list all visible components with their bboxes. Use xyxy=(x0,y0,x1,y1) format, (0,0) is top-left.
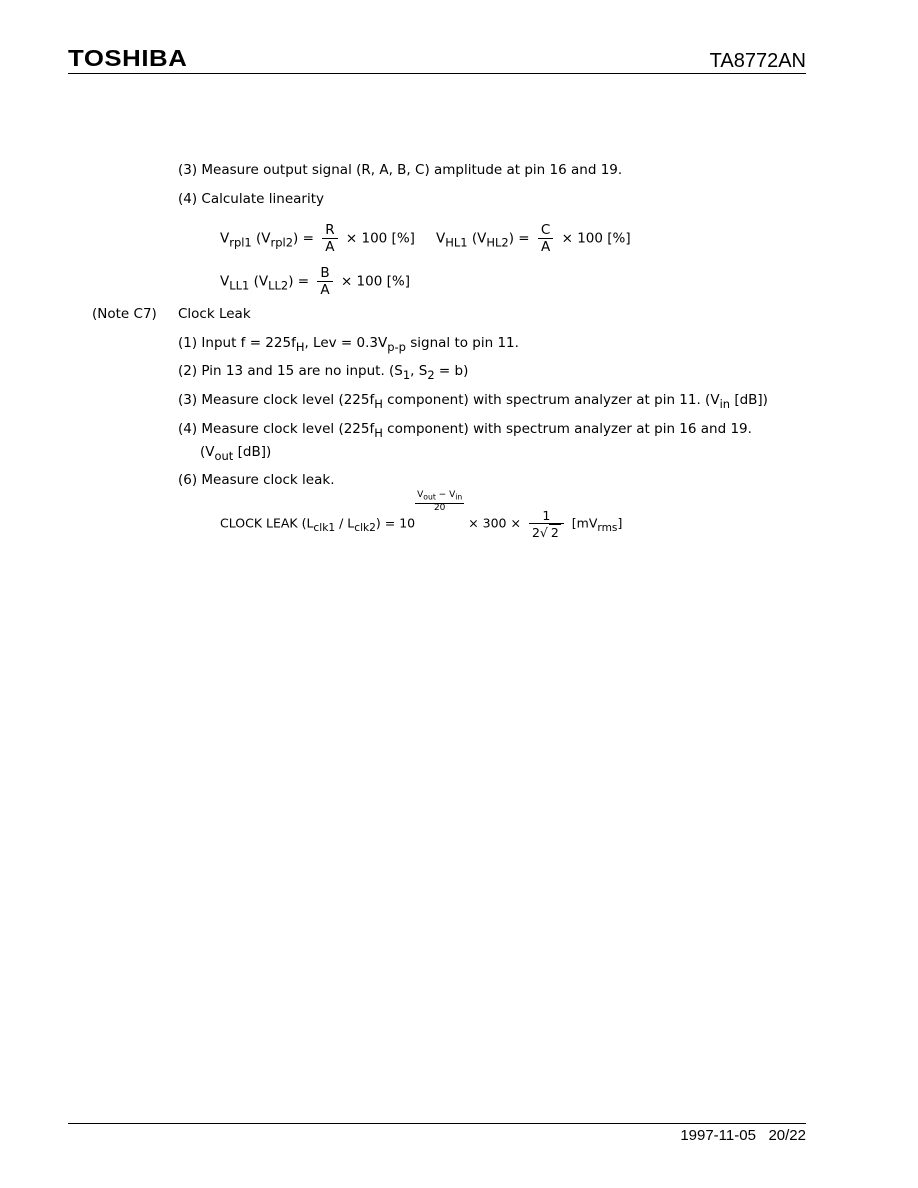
footer xyxy=(680,1127,806,1144)
c7-step-6: (6) Measure clock leak. xyxy=(178,472,335,488)
exponent-fraction: Vout − Vin 20 xyxy=(417,490,463,513)
header-rule xyxy=(68,73,806,74)
fraction: $\frac{C}{A}$ xyxy=(538,222,553,255)
note-c7-title: Clock Leak xyxy=(178,306,251,322)
part-number: TA8772AN xyxy=(709,50,806,72)
step-3-measure-output: (3) Measure output signal (R, A, B, C) amplitude at pin 16 and 19. xyxy=(178,162,623,178)
note-c7-label: (Note C7) xyxy=(92,306,157,322)
formula-vrpl: $V_{rpl1}$ $(V_{rpl2})$ = $\frac{R}{A}$ × 100 [%] xyxy=(220,222,415,256)
step-4-calculate-linearity: (4) Calculate linearity xyxy=(178,191,324,207)
toshiba-logo: TOSHIBA xyxy=(68,45,188,71)
footer-page-number: 20/22 xyxy=(768,1127,806,1144)
fraction: $\frac{R}{A}$ xyxy=(322,222,337,255)
c7-step-4: (4) Measure clock level ($225f_H$ component) with spectrum analyzer at pin 16 and 19. xyxy=(178,421,752,441)
footer-rule xyxy=(68,1123,806,1124)
c7-step-2: (2) Pin 13 and 15 are no input. ($S_1$, $S_2 = b$) xyxy=(178,363,469,383)
formula-vll: $V_{LL1}$ $(V_{LL2})$ = $\frac{B}{A}$ × 100 [%] xyxy=(220,265,410,299)
fraction: $\frac{B}{A}$ xyxy=(317,265,332,298)
formula-vhl: $V_{HL1}$ $(V_{HL2})$ = $\frac{C}{A}$ × 100 [%] xyxy=(436,222,631,256)
c7-step-4-vout: ($V_{out}$ [dB]) xyxy=(200,444,272,464)
clock-leak-formula: CLOCK LEAK $(L_{clk1} / L_{clk2}) = 10$ Vout − Vin 20 × 300 × $\frac{1}{2√ 2}$ $[mV_{rms}]$ xyxy=(220,490,623,540)
fraction-one-over-2root2: $\frac{1}{2√ 2}$ xyxy=(529,508,564,540)
footer-date: 1997-11-05 xyxy=(680,1127,756,1144)
c7-step-3: (3) Measure clock level ($225f_H$ component) with spectrum analyzer at pin 11. ($V_{in}$ [dB]) xyxy=(178,392,768,412)
c7-step-1: (1) Input $f = 225f_H$, Lev = $0.3V_{p-p}$ signal to pin 11. xyxy=(178,335,519,355)
